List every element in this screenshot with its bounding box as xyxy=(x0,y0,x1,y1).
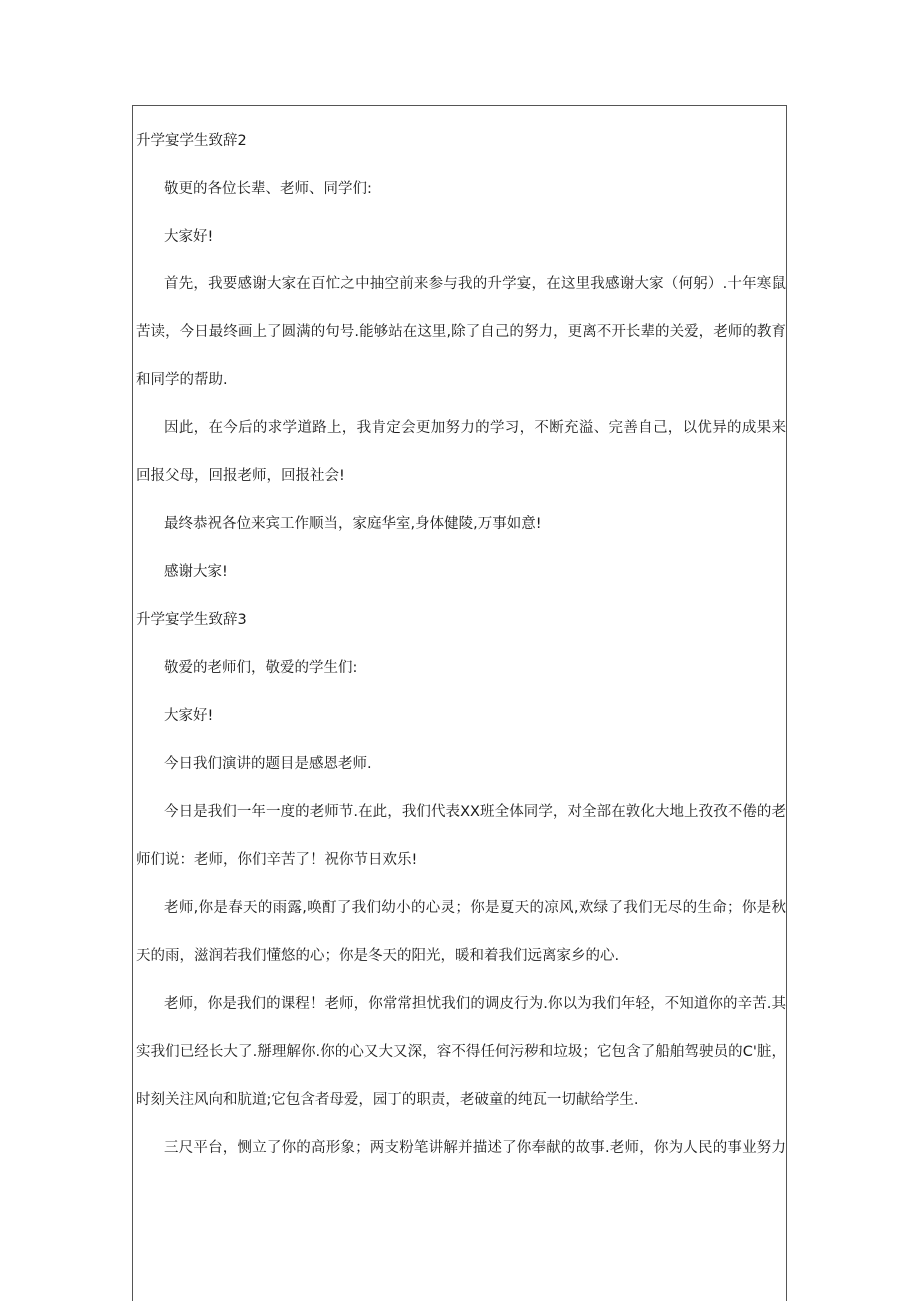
paragraph-line: 因此，在今后的求学道路上，我肯定会更加努力的学习，不断充溢、完善自己，以优异的成果来 xyxy=(164,420,786,436)
paragraph-line: 今日我们演讲的题目是感恩老师. xyxy=(164,756,372,772)
paragraph-line: 老师，你是我们的课程！老师，你常常担忧我们的调皮行为.你以为我们年轻，不知道你的辛苦.其 xyxy=(164,996,786,1012)
paragraph-line: 实我们已经长大了.掰理解你.你的心又大又深，容不得任何污秽和垃圾；它包含了船舶驾驶员的C'脏， xyxy=(136,1044,786,1060)
paragraph-line: 今日是我们一年一度的老师节.在此，我们代表XX班全体同学，对全部在敦化大地上孜孜不倦的老 xyxy=(164,804,786,820)
paragraph-line: 老师,你是春天的雨露,唤酊了我们幼小的心灵；你是夏天的凉风,欢绿了我们无尽的生命；你是秋 xyxy=(164,900,786,916)
paragraph-line: 最终恭祝各位来宾工作顺当，家庭华室,身体健陵,万事如意! xyxy=(164,516,542,532)
greeting-line: 敬更的各位长辈、老师、同学们: xyxy=(164,181,372,197)
paragraph-line: 苦读，今日最终画上了圆满的句号.能够站在这里,除了自己的努力，更离不开长辈的关爱，老师的教育 xyxy=(136,324,786,340)
paragraph-line: 师们说：老师，你们辛苦了！祝你节日欢乐! xyxy=(136,852,418,868)
hello-line: 大家好! xyxy=(164,708,214,724)
paragraph-line: 天的雨，滋润若我们懂悠的心；你是冬天的阳光，暖和着我们远离家乡的心. xyxy=(136,948,620,964)
paragraph-line: 时刻关注风向和肮道;它包含者母爱，园丁的职责，老破童的纯瓦一切献给学生. xyxy=(136,1092,639,1108)
paragraph-line: 首先，我要感谢大家在百忙之中抽空前来参与我的升学宴，在这里我感谢大家（何躬）.十年寒鼠 xyxy=(164,276,786,292)
hello-line: 大家好! xyxy=(164,229,214,245)
paragraph-line: 和同学的帮助. xyxy=(136,372,228,388)
paragraph-line: 回报父母，回报老师，回报社会! xyxy=(136,468,345,484)
section-heading-3: 升学宴学生致辞3 xyxy=(136,612,247,628)
paragraph-line: 三尺平台，恻立了你的高形象；两支粉笔讲解并描述了你奉献的故事.老师，你为人民的事业努力 xyxy=(164,1140,786,1156)
section-heading-2: 升学宴学生致辞2 xyxy=(136,133,247,149)
paragraph-line: 感谢大家! xyxy=(164,564,228,580)
greeting-line: 敬爱的老师们，敬爱的学生们: xyxy=(164,660,358,676)
